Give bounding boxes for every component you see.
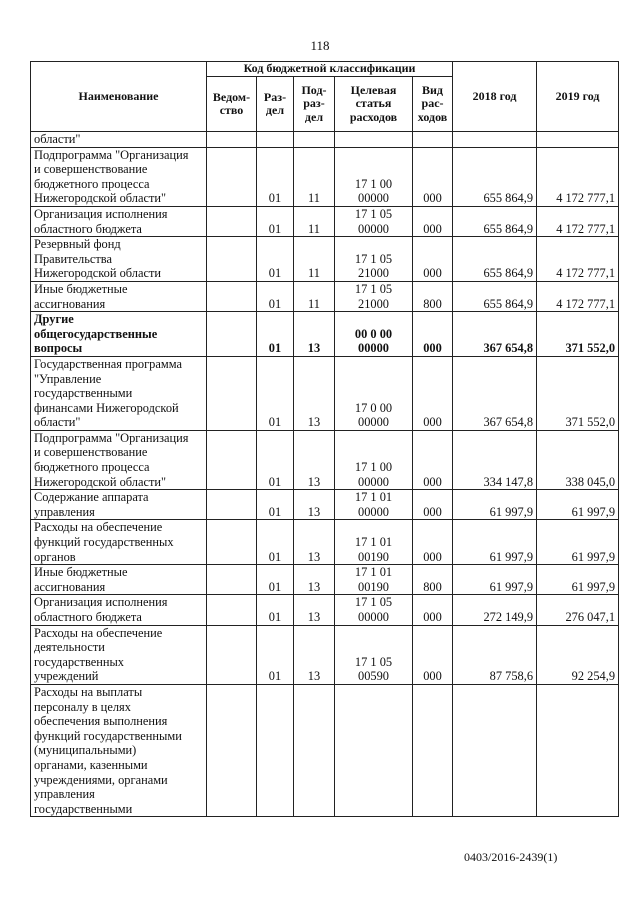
page-number: 118: [310, 38, 330, 53]
row-amount-2019: 61 997,9: [537, 520, 619, 565]
row-department: [207, 625, 257, 684]
row-amount-2018: 367 654,8: [453, 312, 537, 357]
table-row: [31, 430, 619, 489]
header-subsection: Под- раз- дел: [294, 77, 335, 132]
row-target-article: 17 1 05 21000: [335, 281, 413, 311]
row-name: Подпрограмма "Организация и совершенствование бюджетного процесса Нижегородской области": [31, 147, 207, 206]
row-amount-2019: 4 172 777,1: [537, 206, 619, 236]
row-section: 01: [257, 520, 294, 565]
row-department: [207, 281, 257, 311]
row-expense-type: [413, 684, 453, 816]
row-target-article: 17 1 05 21000: [335, 237, 413, 282]
header-2018: 2018 год: [453, 62, 537, 132]
row-section: 01: [257, 206, 294, 236]
row-amount-2018: 87 758,6: [453, 625, 537, 684]
row-department: [207, 595, 257, 625]
row-amount-2018: 272 149,9: [453, 595, 537, 625]
table-row: [31, 625, 619, 684]
row-amount-2018: 61 997,9: [453, 565, 537, 595]
row-amount-2019: [537, 684, 619, 816]
row-amount-2019: 4 172 777,1: [537, 237, 619, 282]
row-expense-type: 800: [413, 281, 453, 311]
row-department: [207, 565, 257, 595]
row-section: [257, 684, 294, 816]
row-name: Организация исполнения областного бюджета: [31, 595, 207, 625]
row-expense-type: 000: [413, 430, 453, 489]
table-row: [31, 356, 619, 430]
row-department: [207, 147, 257, 206]
row-expense-type: 000: [413, 237, 453, 282]
row-expense-type: [413, 132, 453, 148]
table-row: [31, 147, 619, 206]
table-row: [31, 490, 619, 520]
row-target-article: 17 1 01 00000: [335, 490, 413, 520]
row-expense-type: 000: [413, 490, 453, 520]
header-classification-group: Код бюджетной классификации: [207, 62, 453, 77]
row-target-article: [335, 684, 413, 816]
row-amount-2018: 655 864,9: [453, 206, 537, 236]
row-subsection: 13: [294, 520, 335, 565]
row-name: Подпрограмма "Организация и совершенствование бюджетного процесса Нижегородской области": [31, 430, 207, 489]
row-target-article: 17 1 05 00000: [335, 595, 413, 625]
row-name: Содержание аппарата управления: [31, 490, 207, 520]
row-expense-type: 800: [413, 565, 453, 595]
row-amount-2018: [453, 684, 537, 816]
row-section: 01: [257, 625, 294, 684]
row-name: Организация исполнения областного бюджета: [31, 206, 207, 236]
table-row: [31, 281, 619, 311]
row-amount-2019: 92 254,9: [537, 625, 619, 684]
row-name: Расходы на обеспечение функций государственных органов: [31, 520, 207, 565]
row-amount-2019: 276 047,1: [537, 595, 619, 625]
row-target-article: 17 1 01 00190: [335, 565, 413, 595]
row-name: Расходы на выплаты персоналу в целях обеспечения выполнения функций государственными (муниципальными) органами, казенными учреждениями, органами управления государственными: [31, 684, 207, 816]
row-section: 01: [257, 312, 294, 357]
header-department: Ведом- ство: [207, 77, 257, 132]
row-subsection: 13: [294, 356, 335, 430]
row-section: [257, 132, 294, 148]
row-name: Государственная программа "Управление государственными финансами Нижегородской области": [31, 356, 207, 430]
row-section: 01: [257, 565, 294, 595]
row-section: 01: [257, 237, 294, 282]
table-row: [31, 684, 619, 816]
row-expense-type: 000: [413, 206, 453, 236]
row-amount-2018: 655 864,9: [453, 237, 537, 282]
row-amount-2019: 338 045,0: [537, 430, 619, 489]
row-section: 01: [257, 430, 294, 489]
row-subsection: 11: [294, 281, 335, 311]
row-subsection: [294, 132, 335, 148]
row-department: [207, 132, 257, 148]
row-target-article: 17 0 00 00000: [335, 356, 413, 430]
budget-table: [30, 61, 619, 817]
row-target-article: 17 1 00 00000: [335, 430, 413, 489]
row-subsection: 11: [294, 147, 335, 206]
row-section: 01: [257, 147, 294, 206]
row-name: Другие общегосударственные вопросы: [31, 312, 207, 357]
row-amount-2019: 371 552,0: [537, 356, 619, 430]
row-subsection: 13: [294, 312, 335, 357]
row-expense-type: 000: [413, 356, 453, 430]
row-amount-2018: 61 997,9: [453, 490, 537, 520]
row-section: 01: [257, 356, 294, 430]
row-amount-2018: [453, 132, 537, 148]
row-target-article: 17 1 00 00000: [335, 147, 413, 206]
row-department: [207, 237, 257, 282]
row-expense-type: 000: [413, 520, 453, 565]
row-expense-type: 000: [413, 595, 453, 625]
row-amount-2019: 61 997,9: [537, 490, 619, 520]
row-subsection: 13: [294, 565, 335, 595]
table-row: [31, 565, 619, 595]
row-department: [207, 356, 257, 430]
row-name: Иные бюджетные ассигнования: [31, 281, 207, 311]
document-code: 0403/2016-2439(1): [464, 850, 558, 864]
row-subsection: 11: [294, 237, 335, 282]
table-row: [31, 206, 619, 236]
row-department: [207, 684, 257, 816]
row-department: [207, 430, 257, 489]
table-row: [31, 312, 619, 357]
row-subsection: 13: [294, 490, 335, 520]
header-expense-type: Вид рас- ходов: [413, 77, 453, 132]
row-target-article: 17 1 01 00190: [335, 520, 413, 565]
row-section: 01: [257, 595, 294, 625]
row-department: [207, 520, 257, 565]
row-section: 01: [257, 490, 294, 520]
header-target-article: Целевая статья расходов: [335, 77, 413, 132]
row-amount-2019: 61 997,9: [537, 565, 619, 595]
row-amount-2018: 367 654,8: [453, 356, 537, 430]
row-target-article: 17 1 05 00000: [335, 206, 413, 236]
row-subsection: [294, 684, 335, 816]
row-amount-2018: 655 864,9: [453, 147, 537, 206]
row-amount-2018: 61 997,9: [453, 520, 537, 565]
table-body: [31, 132, 619, 817]
header-name: Наименование: [31, 62, 207, 132]
row-target-article: 00 0 00 00000: [335, 312, 413, 357]
row-amount-2018: 334 147,8: [453, 430, 537, 489]
row-subsection: 11: [294, 206, 335, 236]
header-section: Раз- дел: [257, 77, 294, 132]
row-subsection: 13: [294, 625, 335, 684]
row-target-article: 17 1 05 00590: [335, 625, 413, 684]
row-section: 01: [257, 281, 294, 311]
row-amount-2019: [537, 132, 619, 148]
row-subsection: 13: [294, 595, 335, 625]
row-name: Иные бюджетные ассигнования: [31, 565, 207, 595]
row-name: области": [31, 132, 207, 148]
row-amount-2019: 4 172 777,1: [537, 147, 619, 206]
table-row: [31, 520, 619, 565]
row-subsection: 13: [294, 430, 335, 489]
row-expense-type: 000: [413, 625, 453, 684]
row-target-article: [335, 132, 413, 148]
row-amount-2019: 4 172 777,1: [537, 281, 619, 311]
row-expense-type: 000: [413, 147, 453, 206]
row-name: Резервный фонд Правительства Нижегородской области: [31, 237, 207, 282]
row-expense-type: 000: [413, 312, 453, 357]
row-department: [207, 206, 257, 236]
header-2019: 2019 год: [537, 62, 619, 132]
row-department: [207, 312, 257, 357]
row-amount-2018: 655 864,9: [453, 281, 537, 311]
table-row: [31, 132, 619, 148]
row-department: [207, 490, 257, 520]
table-row: [31, 237, 619, 282]
row-name: Расходы на обеспечение деятельности государственных учреждений: [31, 625, 207, 684]
table-row: [31, 595, 619, 625]
row-amount-2019: 371 552,0: [537, 312, 619, 357]
